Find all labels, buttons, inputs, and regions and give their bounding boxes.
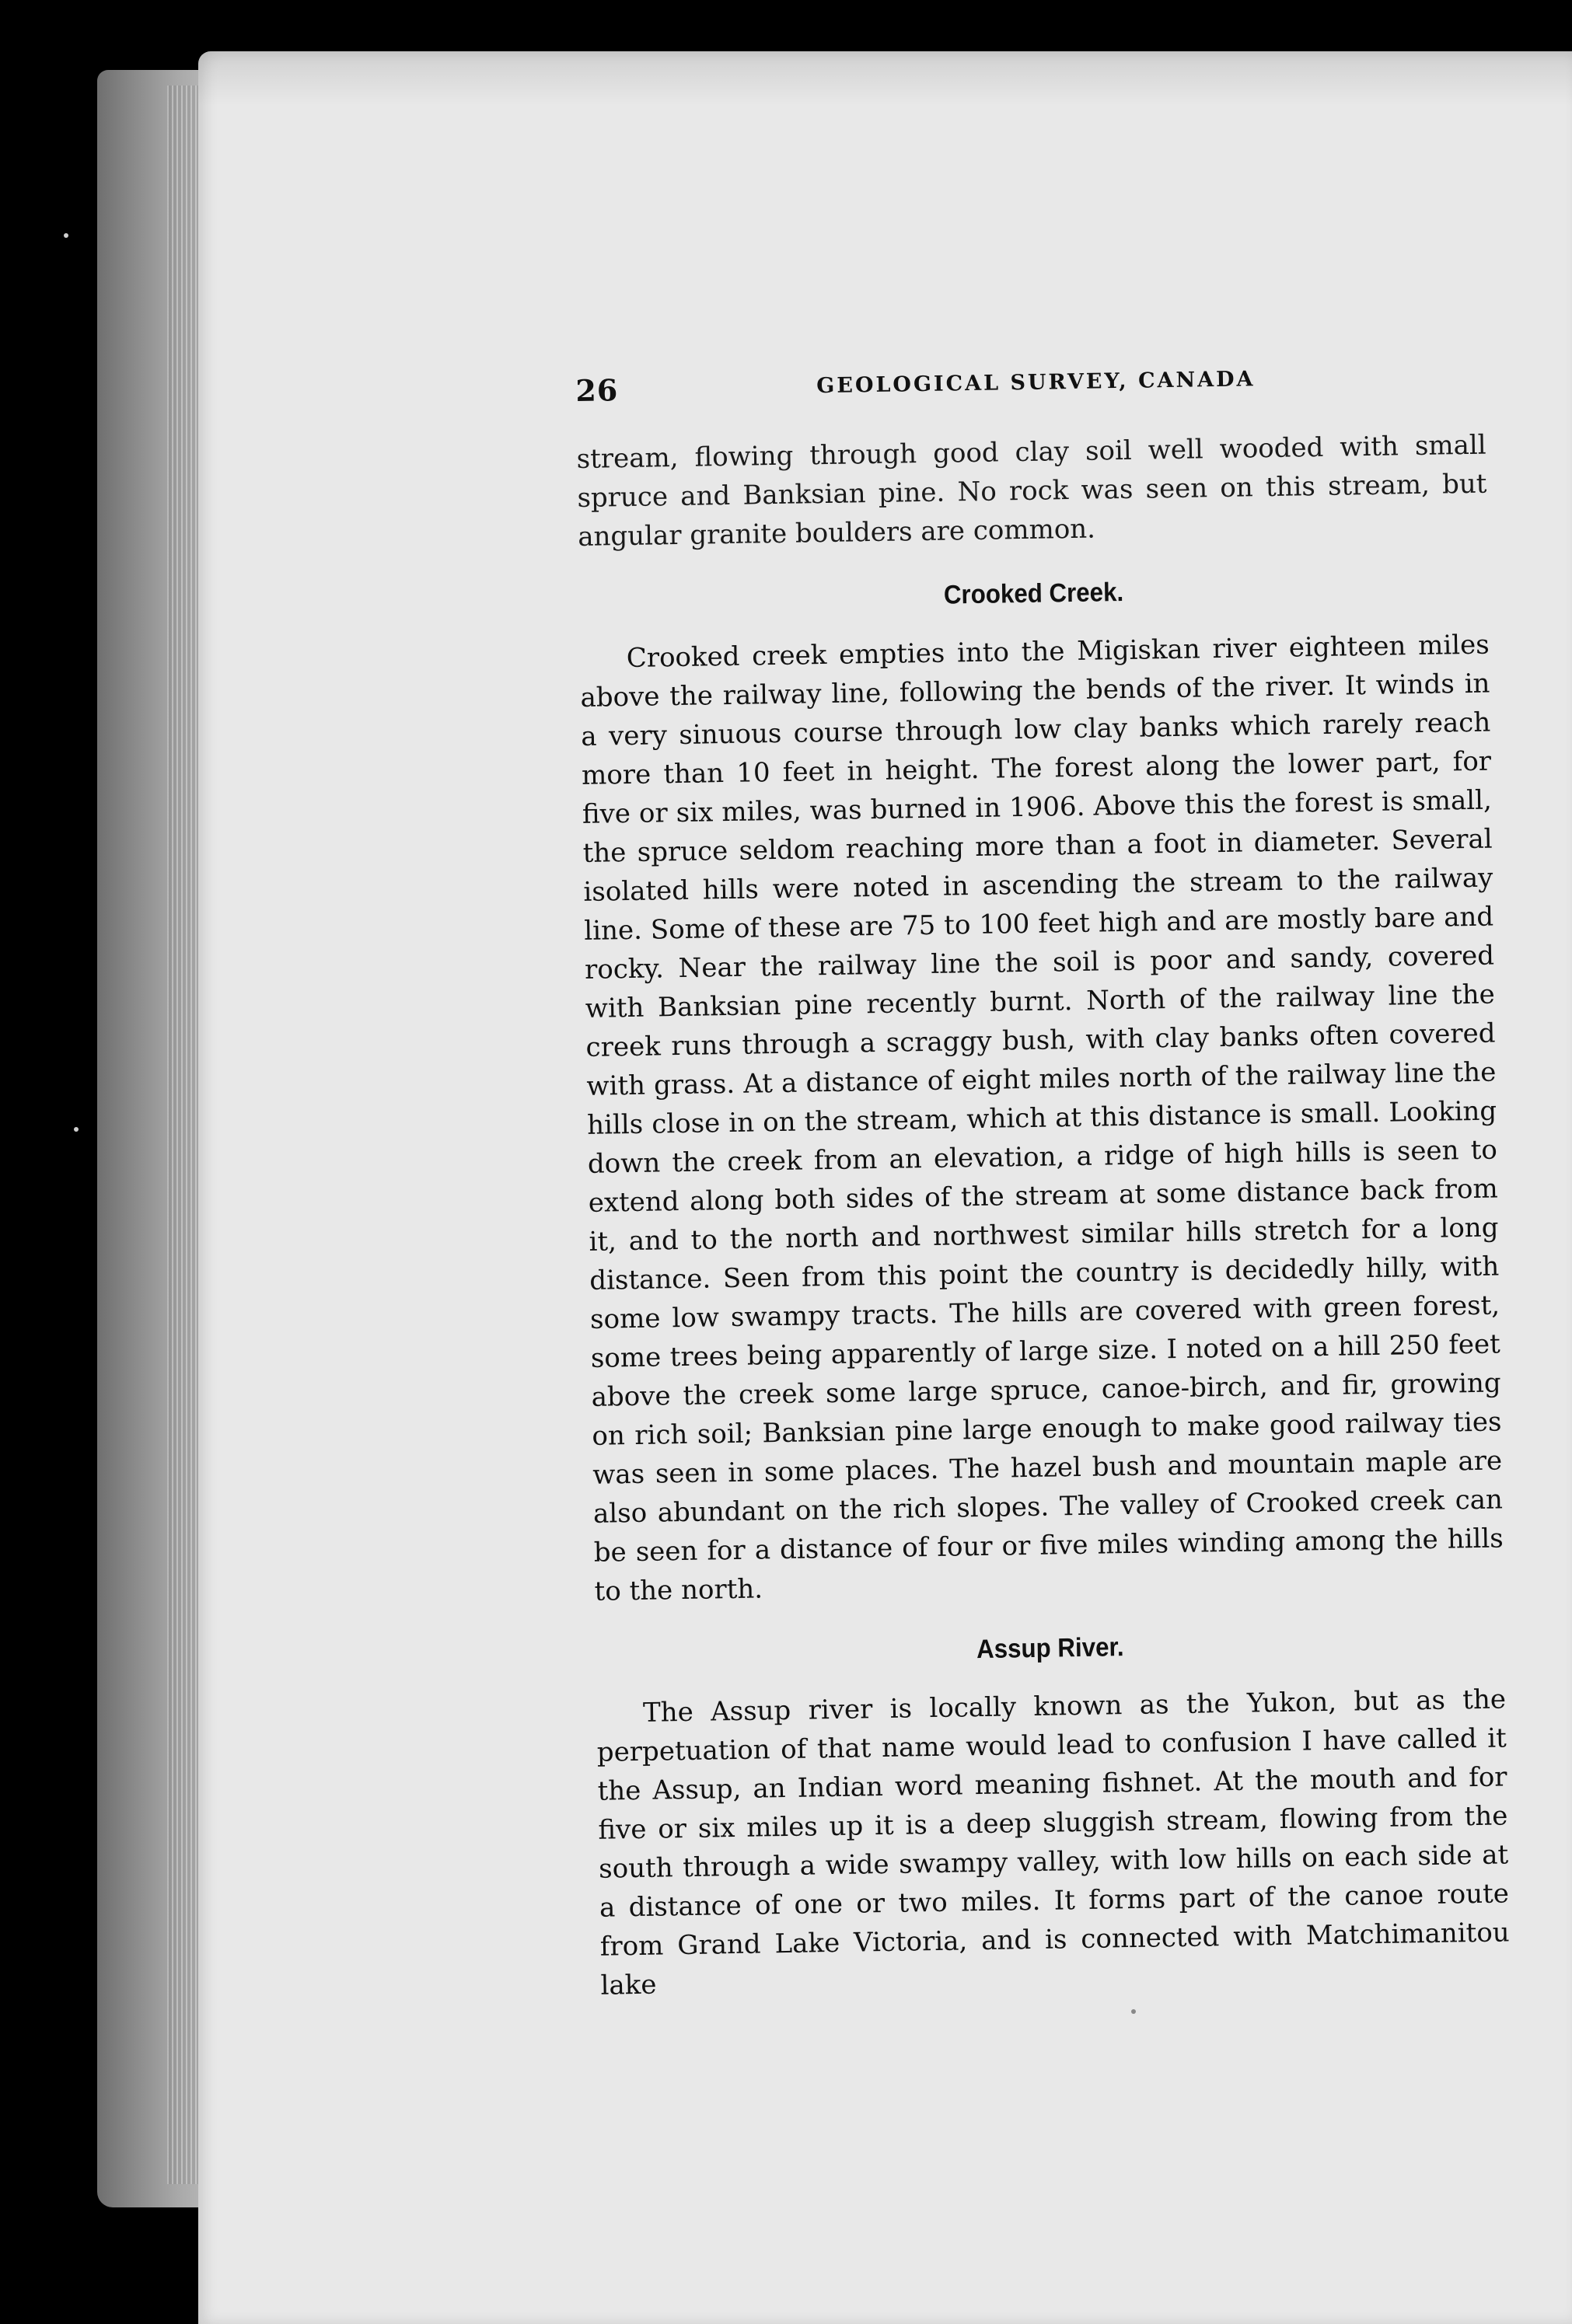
section-paragraph-assup-river: The Assup river is locally known as the Yukon, but as the perpetuation of that name would lead to confusion I have called it the Assup, an Indian word meaning fishnet. At the mouth and for five or six miles up it is a deep sluggish stream, flowing from the south through a wide swampy valley, with low hills on each side at a distance of one or two miles. It forms part of the canoe route from Grand Lake Victoria, and is connected with Matchimanitou lake <box>596 1684 1510 2001</box>
section-paragraph-crooked-creek: Crooked creek empties into the Migiskan river eighteen miles above the railway line, following the bends of the river. It winds in a very sinuous course through low clay banks which rarely reach more than 10 feet in height. The forest along the lower part, for five or six miles, was burned in 1906. Above this the forest is small, the spruce seldom reaching more than a foot in diameter. Several isolated hills were noted in ascending the stream to the railway line. Some of these are 75 to 100 feet high and are mostly bare and rocky. Near the railway line the soil is poor and sandy, covered with Banksian pine recently burnt. North of the railway line the creek runs through a scraggy bush, with clay banks often covered with grass. At a distance of eight miles north of the railway line the hills close in on the stream, which at this distance is small. Looking down the creek from an elevation, a ridge of high hills is seen to extend along both sides of the stream at some distance back from it, and to the north and northwest similar hills stretch for a long distance. Seen from this point the country is decidedly hilly, with some low swampy tracts. The hills are covered with green forest, some trees being apparently of large size. I noted on a hill 250 feet above the creek some large spruce, canoe-birch, and fir, growing on rich soil; Banksian pine large enough to make good railway ties was seen in some places. The hazel bush and mountain maple are also abundant on the rich slopes. The valley of Crooked creek can be seen for a distance of four or five miles winding among the hills to the north. <box>580 629 1504 1607</box>
page-top-shadow <box>198 51 1572 106</box>
running-title: GEOLOGICAL SURVEY, CANADA <box>816 367 1256 399</box>
section-heading-crooked-creek: Crooked Creek. <box>943 577 1124 610</box>
continued-paragraph: stream, flowing through good clay soil well wooded with small spruce and Banksian pine. No rock was seen on this stream, but angular granite boulders are common. <box>576 429 1487 553</box>
dust-speck <box>64 233 68 238</box>
dust-speck <box>1131 2009 1136 2014</box>
dust-speck <box>74 1127 79 1132</box>
section-heading-assup-river: Assup River. <box>976 1632 1124 1665</box>
page-text-block <box>575 359 1511 2005</box>
page-number: 26 <box>575 372 619 408</box>
